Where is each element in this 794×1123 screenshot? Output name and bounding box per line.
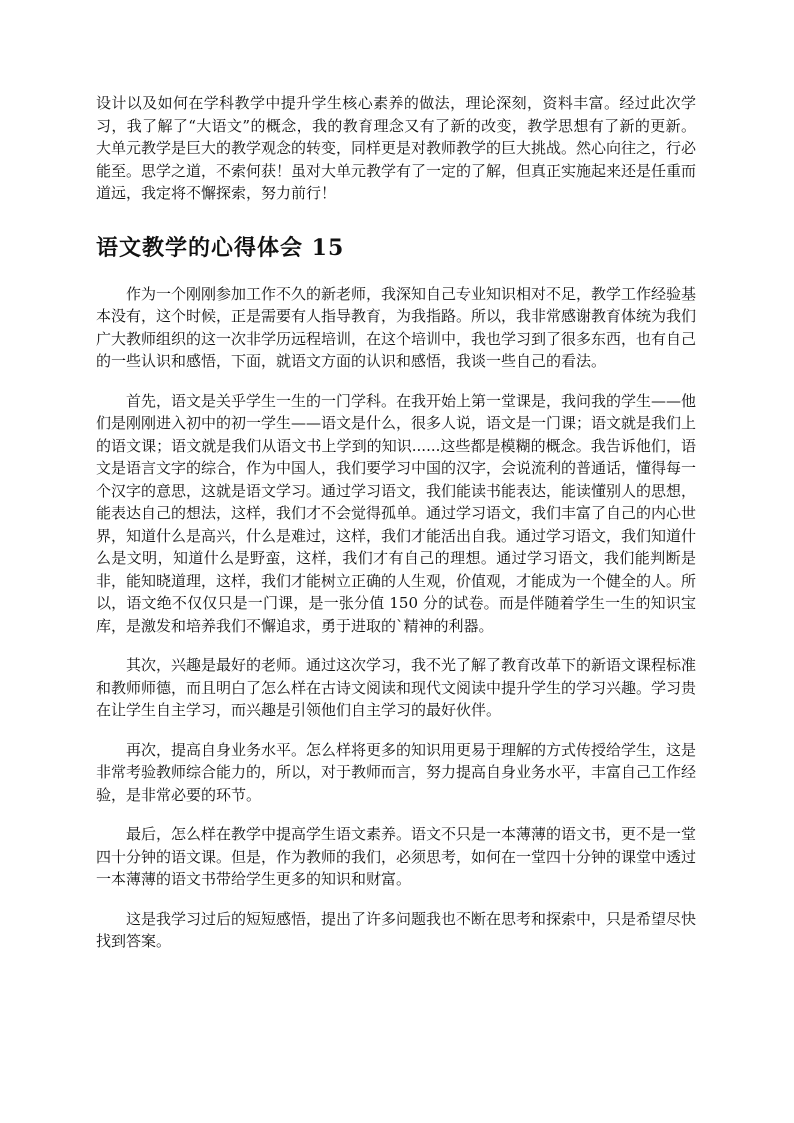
- document-page: [96, 92, 696, 953]
- paragraph-5: 最后，怎么样在教学中提高学生语文素养。语文不只是一本薄薄的语文书，更不是一堂四十分钟的语文课。但是，作为教师的我们，必须思考，如何在一堂四十分钟的课堂中透过一本薄薄的语文书带给学生更多的知识和财富。: [96, 825, 697, 888]
- intro-paragraph: 设计以及如何在学科教学中提升学生核心素养的做法，理论深刻，资料丰富。经过此次学习，我了解了“大语文”的概念，我的教育理念又有了新的改变，教学思想有了新的更新。大单元教学是巨大的教学观念的转变，同样更是对教师教学的巨大挑战。然心向往之，行必能至。思学之道，不索何获！虽对大单元教学有了一定的了解，但真正实施起来还是任重而道远，我定将不懈探索，努力前行！: [96, 94, 697, 202]
- paragraph-2: 首先，语文是关乎学生一生的一门学科。在我开始上第一堂课是，我问我的学生——他们是刚刚进入初中的初一学生——语文是什么，很多人说，语文是一门课；语文就是我们上的语文课；语文就是我们从语文书上学到的知识......这些都是模糊的概念。我告诉他们，语文是语言文字的综合，作为中国人，我们要学习中国的汉字，会说流利的普通话，懂得每一个汉字的意思，这就是语文学习。通过学习语文，我们能读书能表达，能读懂别人的思想，能表达自己的想法，这样，我们才不会觉得孤单。通过学习语文，我们丰富了自己的内心世界，知道什么是高兴，什么是难过，这样，我们才能活出自我。通过学习语文，我们知道什么是文明，知道什么是野蛮，这样，我们才有自己的理想。通过学习语文，我们能判断是非，能知晓道理，这样，我们才能树立正确的人生观，价值观，才能成为一个健全的人。所以，语文绝不仅仅只是一门课，是一张分值 150 分的试卷。而是伴随着学生一生的知识宝库，是激发和培养我们不懈追求，勇于进取的`精神的利器。: [96, 391, 697, 635]
- paragraph-6: 这是我学习过后的短短感悟，提出了许多问题我也不断在思考和探索中，只是希望尽快找到答案。: [96, 909, 697, 950]
- paragraph-4: 再次，提高自身业务水平。怎么样将更多的知识用更易于理解的方式传授给学生，这是非常考验教师综合能力的，所以，对于教师而言，努力提高自身业务水平，丰富自己工作经验，是非常必要的环节。: [96, 740, 697, 804]
- section-title: 语文教学的心得体会 15: [96, 234, 345, 261]
- paragraph-3: 其次，兴趣是最好的老师。通过这次学习，我不光了解了教育改革下的新语文课程标准和教师师德，而且明白了怎么样在古诗文阅读和现代文阅读中提升学生的学习兴趣。学习贵在让学生自主学习，而兴趣是引领他们自主学习的最好伙伴。: [96, 656, 697, 719]
- paragraph-1: 作为一个刚刚参加工作不久的新老师，我深知自己专业知识相对不足，教学工作经验基本没有，这个时候，正是需要有人指导教育，为我指路。所以，我非常感谢教育体统为我们广大教师组织的这一次非学历远程培训，在这个培训中，我也学习到了很多东西，也有自己的一些认识和感悟，下面，就语文方面的认识和感悟，我谈一些自己的看法。: [96, 284, 697, 370]
